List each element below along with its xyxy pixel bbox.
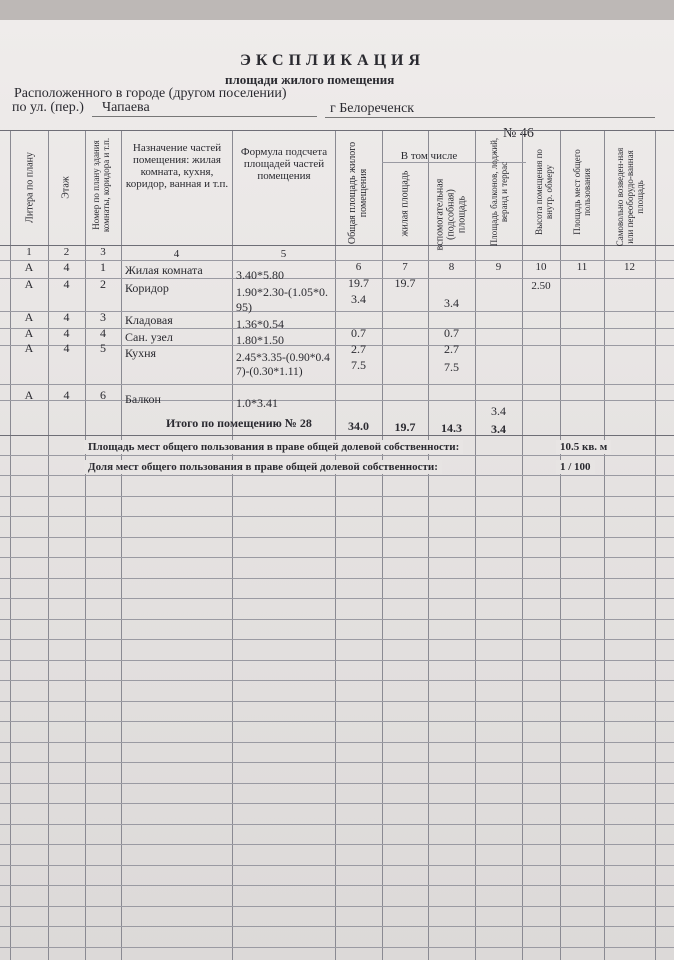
totals-aux: 14.3 — [441, 421, 462, 435]
table-border — [655, 130, 656, 960]
cell-floor: 4 — [63, 341, 70, 355]
table-divider — [382, 130, 383, 960]
cell-formula: 3.40*5.80 — [236, 268, 284, 282]
cell-aux: 0.7 — [444, 326, 459, 340]
header-living-area: жилая площадь — [399, 170, 411, 237]
cell-room-name: Коридор — [125, 281, 169, 295]
table-divider — [335, 130, 336, 960]
table-rule — [0, 680, 674, 681]
cell-total: 7.5 — [351, 358, 366, 372]
header-balcony-area: Площадь балконов, лоджий, веранд и террас — [489, 137, 509, 247]
street-label: по ул. (пер.) — [12, 100, 84, 115]
cell-formula: 1.0*3.41 — [236, 396, 278, 410]
col-num: 7 — [402, 261, 408, 273]
cell-room-number: 4 — [100, 326, 106, 340]
cell-formula: 1.36*0.54 — [236, 317, 284, 331]
totals-label: Итого по помещению № 28 — [166, 416, 312, 430]
cell-room-name: Кухня — [125, 346, 157, 360]
cell-aux: 7.5 — [444, 360, 459, 374]
common-area-label: Площадь мест общего пользования в праве общей долевой собственности: — [84, 440, 463, 454]
street-value: Чапаева — [102, 100, 150, 115]
col-num: 10 — [535, 261, 547, 273]
building-number: № 46 — [503, 126, 534, 141]
table-rule — [0, 455, 674, 456]
street-underline — [92, 116, 317, 117]
header-aux-area: вспомогательная (подсобная) площадь — [434, 178, 468, 251]
col-num: 1 — [26, 246, 32, 258]
table-rule — [0, 865, 674, 866]
cell-aux: 3.4 — [444, 296, 459, 310]
header-room-number: Номер по плану здания комнаты, коридора и т.п. — [91, 137, 111, 233]
table-rule — [0, 496, 674, 497]
header-unauthorized-area: Самовольно возведен-ная или переоборудо-ванная площадь — [615, 147, 645, 247]
cell-total: 19.7 — [348, 276, 369, 290]
table-divider — [475, 130, 476, 960]
cell-litera: А — [24, 341, 34, 355]
table-rule — [0, 947, 674, 948]
totals-living: 19.7 — [394, 420, 416, 434]
table-divider — [560, 130, 561, 960]
table-rule — [0, 619, 674, 620]
header-floor: Этаж — [60, 176, 72, 199]
table-rule — [0, 783, 674, 784]
cell-floor: 4 — [63, 260, 70, 274]
header-purpose: Назначение частей помещения: жилая комната, кухня, коридор, ванная и т.п. — [125, 142, 229, 190]
table-rule — [0, 578, 674, 579]
header-litera: Литера по плану — [24, 152, 36, 223]
table-rule — [0, 926, 674, 927]
col-num: 8 — [448, 261, 455, 273]
table-rule — [0, 475, 674, 476]
col-num: 3 — [100, 246, 106, 258]
col-num: 2 — [63, 246, 70, 258]
cell-room-name: Жилая комната — [125, 263, 203, 277]
table-rule — [0, 844, 674, 845]
header-room-height: Высота помещения по внутр. обмеру — [534, 149, 554, 235]
table-rule — [0, 721, 674, 722]
common-share-label: Доля мест общего пользования в праве общей долевой собственности: — [84, 460, 442, 474]
document-title: ЭКСПЛИКАЦИЯ — [240, 52, 426, 69]
table-rule — [0, 557, 674, 558]
header-common-area: Площадь мест общего пользования — [572, 149, 592, 235]
location-label: Расположенного в городе (другом поселении) — [14, 86, 287, 101]
common-area-value: 10.5 кв. м — [556, 440, 611, 454]
cell-floor: 4 — [63, 388, 70, 402]
cell-total: 2.7 — [351, 342, 366, 356]
table-divider — [522, 130, 523, 960]
cell-height: 2.50 — [531, 280, 551, 292]
cell-room-number: 6 — [100, 388, 106, 402]
cell-room-name: Кладовая — [125, 313, 173, 327]
city-underline — [325, 117, 655, 118]
cell-floor: 4 — [63, 277, 70, 291]
header-total-area: Общая площадь жилого помещения — [347, 141, 369, 245]
col-num: 11 — [576, 261, 588, 273]
city-value: г Белореченск — [330, 101, 415, 116]
cell-room-number: 1 — [100, 260, 106, 274]
cell-aux: 2.7 — [444, 342, 459, 356]
cell-room-name: Балкон — [125, 392, 161, 406]
header-formula: Формула подсчета площадей частей помещения — [240, 146, 328, 182]
cell-total: 0.7 — [351, 326, 366, 340]
table-rule — [0, 384, 674, 385]
table-rule — [0, 660, 674, 661]
table-rule — [0, 742, 674, 743]
cell-litera: А — [24, 310, 34, 324]
cell-room-number: 5 — [100, 341, 106, 355]
document-subtitle: площади жилого помещения — [225, 72, 395, 87]
cell-room-name: Сан. узел — [125, 330, 173, 344]
col-num: 4 — [173, 248, 180, 260]
cell-litera: А — [24, 260, 34, 274]
table-rule — [0, 701, 674, 702]
table-rule — [0, 435, 674, 436]
col-num: 5 — [280, 248, 287, 260]
col-num: 9 — [495, 261, 502, 273]
cell-formula: 1.90*2.30-(1.05*0.95) — [236, 285, 328, 314]
totals-balcony: 3.4 — [491, 422, 506, 436]
common-share-value: 1 / 100 — [556, 460, 595, 474]
table-rule — [0, 598, 674, 599]
cell-total: 3.4 — [351, 292, 366, 306]
explication-table — [0, 130, 674, 960]
cell-living: 19.7 — [394, 276, 416, 290]
cell-formula: 2.45*3.35-(0.90*0.47)-(0.30*1.11) — [236, 352, 330, 378]
table-rule — [0, 537, 674, 538]
cell-litera: А — [24, 277, 34, 291]
table-rule — [0, 516, 674, 517]
cell-floor: 4 — [63, 326, 70, 340]
table-divider — [428, 130, 429, 960]
cell-litera: А — [24, 388, 34, 402]
totals-total: 34.0 — [348, 419, 369, 433]
col-num: 12 — [624, 261, 635, 273]
cell-room-number: 2 — [100, 277, 106, 291]
cell-room-number: 3 — [100, 310, 106, 324]
table-rule — [0, 803, 674, 804]
table-rule — [0, 762, 674, 763]
header-including: В том числе — [400, 150, 458, 162]
table-divider — [604, 130, 605, 960]
col-num: 6 — [355, 261, 362, 273]
cell-formula: 1.80*1.50 — [236, 333, 284, 347]
cell-litera: А — [24, 326, 34, 340]
cell-floor: 4 — [63, 310, 70, 324]
table-rule — [0, 885, 674, 886]
table-rule — [0, 906, 674, 907]
table-rule — [0, 824, 674, 825]
table-rule — [0, 639, 674, 640]
cell-balcony: 3.4 — [491, 404, 506, 418]
